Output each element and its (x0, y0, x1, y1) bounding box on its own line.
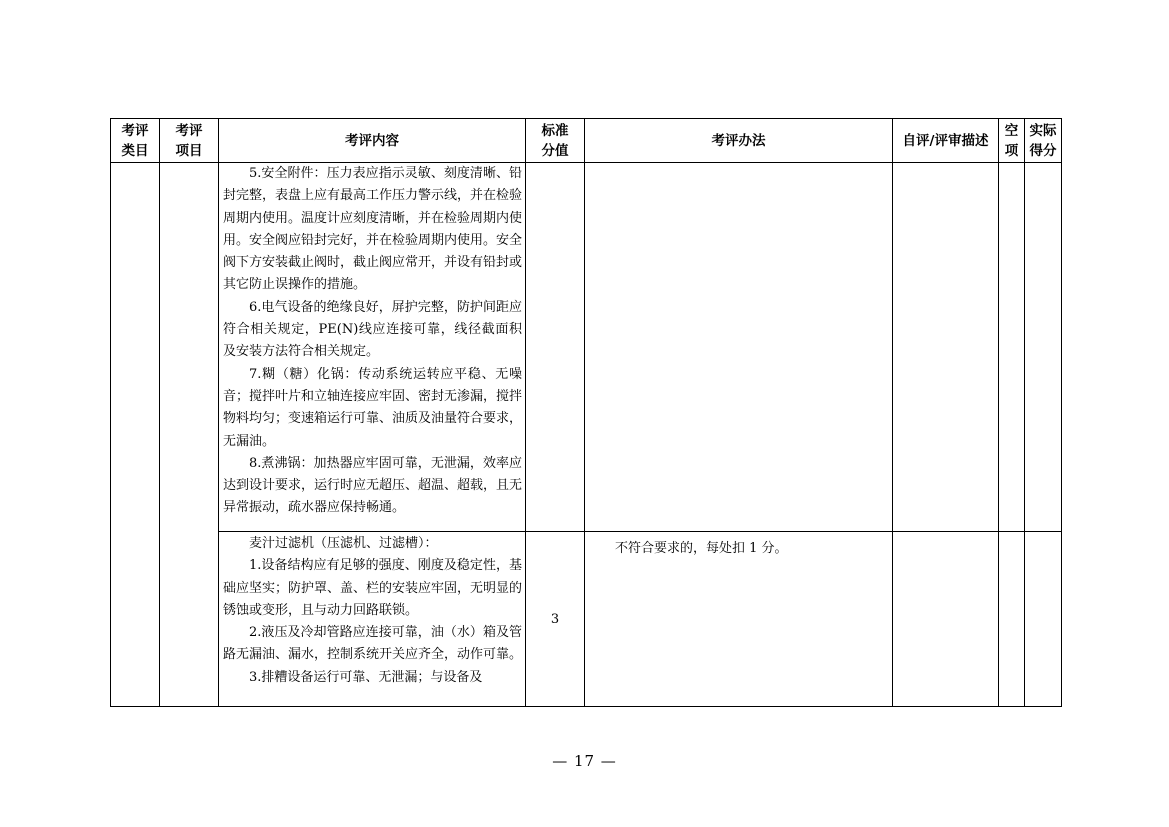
score-cell: 3 (526, 532, 585, 707)
actual-score-cell (1025, 532, 1062, 707)
header-item-line2: 项目 (175, 142, 203, 159)
content-paragraph: 1.设备结构应有足够的强度、刚度及稳定性，基础应坚实；防护罩、盖、栏的安装应牢固，无明显的锈蚀或变形，且与动力回路联锁。 (223, 558, 523, 618)
content-paragraph: 3.排糟设备运行可靠、无泄漏；与设备及 (249, 669, 483, 685)
category-cell (111, 163, 160, 707)
header-blank (999, 119, 1025, 163)
self-eval-cell (893, 163, 999, 532)
header-method: 考评办法 (585, 119, 893, 163)
content-paragraph: 5.安全附件：压力表应指示灵敏、刻度清晰、铅封完整，表盘上应有最高工作压力警示线，并在检验周期内使用。温度计应刻度清晰，并在检验周期内使用。安全阀应铅封完好，并在检验周期内使用。安全阀下方安装截止阀时，截止阀应常开，并设有铅封或其它防止误操作的措施。 (223, 166, 523, 293)
score-cell (526, 163, 585, 532)
table-row (111, 532, 1062, 707)
content-cell (219, 532, 526, 707)
method-cell: 不符合要求的，每处扣 1 分。 (585, 532, 893, 707)
content-paragraph: 8.煮沸锅：加热器应牢固可靠，无泄漏，效率应达到设计要求，运行时应无超压、超温、超载，且无异常振动，疏水器应保持畅通。 (223, 455, 523, 516)
header-actual-score-line1: 实际 (1029, 122, 1057, 139)
method-cell (585, 163, 893, 532)
header-self-eval: 自评/评审描述 (893, 119, 999, 163)
header-item-line1: 考评 (175, 122, 203, 139)
blank-cell (999, 532, 1025, 707)
header-blank-line2: 项 (1004, 142, 1019, 159)
header-category (111, 119, 160, 163)
header-category-line2: 类目 (121, 142, 149, 159)
header-category-line1: 考评 (121, 122, 149, 139)
header-actual-score (1025, 119, 1062, 163)
header-blank-line1: 空 (1004, 122, 1019, 139)
item-cell (160, 163, 219, 707)
header-standard-score-line1: 标准 (541, 122, 569, 139)
evaluation-table (110, 118, 1062, 707)
header-row (111, 119, 1062, 163)
content-paragraph: 6.电气设备的绝缘良好，屏护完整，防护间距应符合相关规定，PE(N)线应连接可靠，线径截面积及安装方法符合相关规定。 (223, 299, 522, 360)
table-row (111, 163, 1062, 532)
header-standard-score-line2: 分值 (541, 142, 569, 159)
content-paragraph: 2.液压及冷却管路应连接可靠，油（水）箱及管路无漏油、漏水，控制系统开关应齐全，动作可靠。 (223, 625, 523, 663)
header-item (160, 119, 219, 163)
header-actual-score-line2: 得分 (1029, 142, 1057, 159)
content-cell (219, 163, 526, 532)
header-content: 考评内容 (219, 119, 526, 163)
content-paragraph: 7.糊（糖）化锅：传动系统运转应平稳、无噪音；搅拌叶片和立轴连接应牢固、密封无渗漏，搅拌物料均匀；变速箱运行可靠、油质及油量符合要求，无漏油。 (223, 366, 523, 449)
self-eval-cell (893, 532, 999, 707)
header-standard-score (526, 119, 585, 163)
content-paragraph: 麦汁过滤机（压滤机、过滤槽）： (249, 536, 438, 551)
actual-score-cell (1025, 163, 1062, 532)
blank-cell (999, 163, 1025, 532)
page-number: — 17 — (552, 752, 617, 770)
